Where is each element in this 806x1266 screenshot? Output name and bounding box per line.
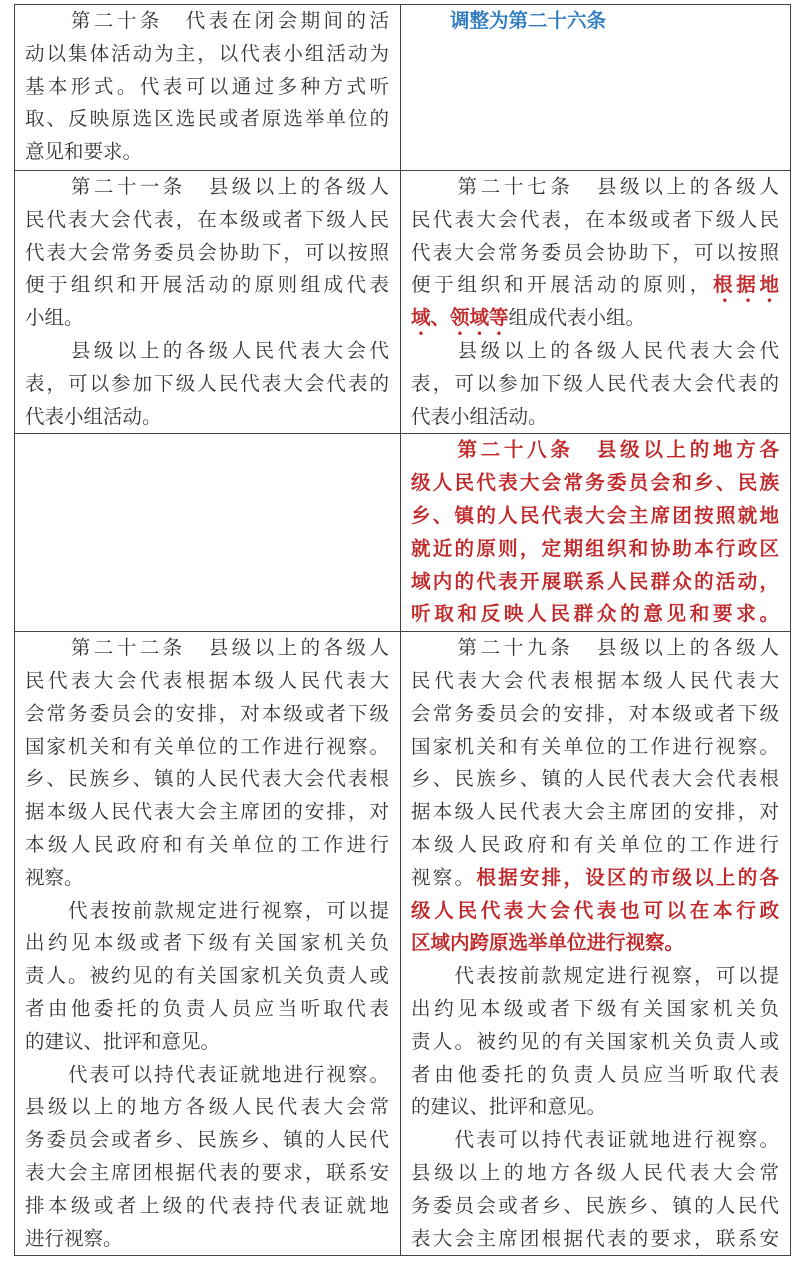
- text-segment: 据本级人民代表大会主席团的安排，对: [411, 800, 779, 824]
- text-segment: 本级人民政府和有关单位的工作进行: [411, 832, 779, 856]
- text-line: [25, 269, 389, 302]
- text-line: [25, 927, 389, 960]
- text-line: [411, 5, 779, 38]
- table-row: [15, 434, 791, 632]
- text-segment: 组成代表小组。: [508, 306, 646, 330]
- original-text-cell: [15, 632, 401, 1256]
- text-line: [25, 368, 389, 401]
- revised-text-cell: [401, 434, 791, 632]
- text-segment: 代表可以持代表证就地进行视察。: [411, 1128, 779, 1152]
- text-segment: 乡、民族乡、镇的人民代表大会代表根: [411, 767, 779, 791]
- text-line: [411, 1223, 779, 1256]
- text-segment: 出约见本级或者下级有关国家机关负: [25, 931, 389, 955]
- text-segment: 代表按前款规定进行视察，可以提: [411, 964, 779, 988]
- text-line: [411, 1124, 779, 1157]
- text-segment: 表，可以参加下级人民代表大会代表的: [411, 371, 779, 395]
- text-line: [411, 1157, 779, 1190]
- text-line: [25, 993, 389, 1026]
- text-line: [25, 237, 389, 270]
- text-segment: 的建议、批评和意见。: [411, 1095, 607, 1119]
- text-segment: 第二十七条 县级以上的各级人: [411, 175, 779, 198]
- text-line: [411, 993, 779, 1026]
- text-segment: 会常务委员会的安排，对本级或者下级: [25, 701, 389, 725]
- text-line: [25, 204, 389, 237]
- text-line: [411, 434, 779, 467]
- renumber-note: 调整为第二十六条: [411, 9, 607, 32]
- text-segment: 县级以上的地方各级人民代表大会常: [411, 1160, 779, 1184]
- revised-text-cell: [401, 632, 791, 1256]
- text-segment: 民代表大会代表根据本级人民代表大: [411, 668, 779, 692]
- text-segment: 据本级人民代表大会主席团的安排，对: [25, 800, 389, 824]
- text-segment: 视察。: [25, 865, 84, 889]
- added-text: 第二十八条 县级以上的地方各: [411, 438, 779, 462]
- text-line: [411, 927, 779, 960]
- text-segment: 小组。: [25, 306, 84, 330]
- text-segment: 进行视察。: [25, 1226, 123, 1250]
- added-text: 级人民代表大会常务委员会和乡、民族: [411, 471, 779, 495]
- text-segment: 第二十二条 县级以上的各级人: [25, 636, 389, 660]
- text-segment: 取、反映原选区选民或者原选举单位的: [25, 107, 389, 131]
- added-text: 乡、镇的人民代表大会主席团按照就地: [411, 503, 779, 527]
- text-line: [411, 1091, 779, 1124]
- text-line: [411, 862, 779, 895]
- text-line: [25, 71, 389, 104]
- text-line: [411, 698, 779, 731]
- text-line: [25, 829, 389, 862]
- text-line: [25, 401, 389, 434]
- text-line: [25, 136, 389, 169]
- text-segment: 代表小组活动。: [411, 404, 548, 428]
- text-line: [25, 171, 389, 204]
- text-segment: 民代表大会代表根据本级人民代表大: [25, 668, 389, 692]
- text-line: [25, 698, 389, 731]
- table-row: [15, 632, 791, 1256]
- text-line: [25, 1091, 389, 1124]
- revised-text-cell: [401, 5, 791, 171]
- text-line: [411, 335, 779, 368]
- text-segment: 代表小组活动。: [25, 404, 162, 428]
- text-segment: 责人。被约见的有关国家机关负责人或: [411, 1029, 779, 1053]
- text-line: [25, 1124, 389, 1157]
- table-body: [15, 5, 791, 1256]
- text-line: [25, 731, 389, 764]
- text-segment: 者由他委托的负责人员应当听取代表: [25, 996, 389, 1020]
- emphasized-added-text: 根据地: [713, 273, 779, 297]
- text-segment: 出约见本级或者下级有关国家机关负: [411, 996, 779, 1020]
- emphasized-added-text: 域、领域等: [411, 306, 509, 330]
- text-segment: 代表按前款规定进行视察，可以提: [25, 898, 389, 922]
- original-text-cell: [15, 434, 401, 632]
- text-line: [411, 368, 779, 401]
- text-segment: 意见和要求。: [25, 140, 143, 164]
- text-segment: 第二十九条 县级以上的各级人: [411, 636, 779, 660]
- text-segment: 第二十一条 县级以上的各级人: [25, 175, 389, 198]
- text-line: [411, 500, 779, 533]
- text-segment: 表大会主席团根据代表的要求，联系安: [25, 1160, 389, 1184]
- text-line: [411, 598, 779, 631]
- text-segment: 代表可以持代表证就地进行视察。: [25, 1062, 389, 1086]
- added-text: 听取和反映人民群众的意见和要求。: [411, 602, 779, 626]
- text-line: [25, 862, 389, 895]
- text-line: [411, 829, 779, 862]
- text-segment: 动以集体活动为主，以代表小组活动为: [25, 41, 389, 65]
- text-line: [411, 533, 779, 566]
- text-line: [25, 103, 389, 136]
- text-line: [411, 171, 779, 204]
- text-segment: 便于组织和开展活动的原则组成代表: [25, 273, 389, 297]
- text-segment: 者由他委托的负责人员应当听取代表: [411, 1062, 779, 1086]
- text-line: [411, 960, 779, 993]
- text-line: [411, 763, 779, 796]
- text-line: [25, 1223, 389, 1256]
- text-segment: 代表大会常务委员会协助下，可以按照: [25, 240, 389, 264]
- original-text-cell: [15, 5, 401, 171]
- text-line: [411, 895, 779, 928]
- text-segment: 代表大会常务委员会协助下，可以按照: [411, 240, 779, 264]
- text-line: [25, 763, 389, 796]
- text-segment: 责人。被约见的有关国家机关负责人或: [25, 964, 389, 988]
- text-segment: 乡、民族乡、镇的人民代表大会代表根: [25, 767, 389, 791]
- text-line: [411, 467, 779, 500]
- text-segment: 县级以上的各级人民代表大会代: [411, 338, 779, 362]
- text-line: [25, 302, 389, 335]
- text-segment: 表大会主席团根据代表的要求，联系安: [411, 1226, 779, 1250]
- text-line: [25, 5, 389, 38]
- text-line: [25, 895, 389, 928]
- text-segment: 便于组织和开展活动的原则，: [411, 273, 714, 297]
- text-line: [25, 1190, 389, 1223]
- text-line: [411, 731, 779, 764]
- text-segment: 的建议、批评和意见。: [25, 1029, 221, 1053]
- text-line: [25, 960, 389, 993]
- text-line: [411, 269, 779, 302]
- text-segment: 务委员会或者乡、民族乡、镇的人民代: [411, 1193, 779, 1217]
- text-segment: 务委员会或者乡、民族乡、镇的人民代: [25, 1128, 389, 1152]
- text-segment: 县级以上的各级人民代表大会代: [25, 338, 389, 362]
- text-line: [411, 237, 779, 270]
- text-segment: 排本级或者上级的代表持代表证就地: [25, 1193, 389, 1217]
- text-segment: 县级以上的地方各级人民代表大会常: [25, 1095, 389, 1119]
- text-line: [411, 1059, 779, 1092]
- text-line: [411, 632, 779, 665]
- added-text: 域内的代表开展联系人民群众的活动，: [411, 569, 779, 593]
- original-text-cell: [15, 171, 401, 434]
- text-line: [25, 1059, 389, 1092]
- text-line: [411, 302, 779, 335]
- text-segment: 民代表大会代表，在本级或者下级人民: [25, 207, 389, 231]
- table-row: [15, 171, 791, 434]
- text-line: [25, 665, 389, 698]
- text-segment: 会常务委员会的安排，对本级或者下级: [411, 701, 779, 725]
- text-line: [25, 796, 389, 829]
- text-line: [25, 1026, 389, 1059]
- text-line: [411, 204, 779, 237]
- text-line: [411, 796, 779, 829]
- text-line: [411, 665, 779, 698]
- text-line: [411, 1190, 779, 1223]
- text-segment: 民代表大会代表，在本级或者下级人民: [411, 207, 779, 231]
- added-text: 就近的原则，定期组织和协助本行政区: [411, 536, 779, 560]
- added-text: 根据安排，设区的市级以上的各: [476, 865, 779, 889]
- text-line: [411, 1026, 779, 1059]
- text-line: [25, 38, 389, 71]
- law-comparison-table: [14, 4, 791, 1256]
- added-text: 区域内跨原选举单位进行视察。: [411, 931, 685, 955]
- text-line: [411, 401, 779, 434]
- text-segment: 本级人民政府和有关单位的工作进行: [25, 832, 389, 856]
- text-segment: 基本形式。代表可以通过多种方式听: [25, 74, 389, 98]
- text-segment: 国家机关和有关单位的工作进行视察。: [25, 734, 389, 758]
- text-segment: 视察。: [411, 865, 477, 889]
- table-row: [15, 5, 791, 171]
- added-text: 级人民代表大会代表也可以在本行政: [411, 898, 779, 922]
- text-line: [25, 632, 389, 665]
- text-segment: 国家机关和有关单位的工作进行视察。: [411, 734, 779, 758]
- text-line: [411, 566, 779, 599]
- text-segment: 表，可以参加下级人民代表大会代表的: [25, 371, 389, 395]
- text-segment: 第二十条 代表在闭会期间的活: [25, 9, 389, 32]
- text-line: [25, 335, 389, 368]
- revised-text-cell: [401, 171, 791, 434]
- text-line: [25, 1157, 389, 1190]
